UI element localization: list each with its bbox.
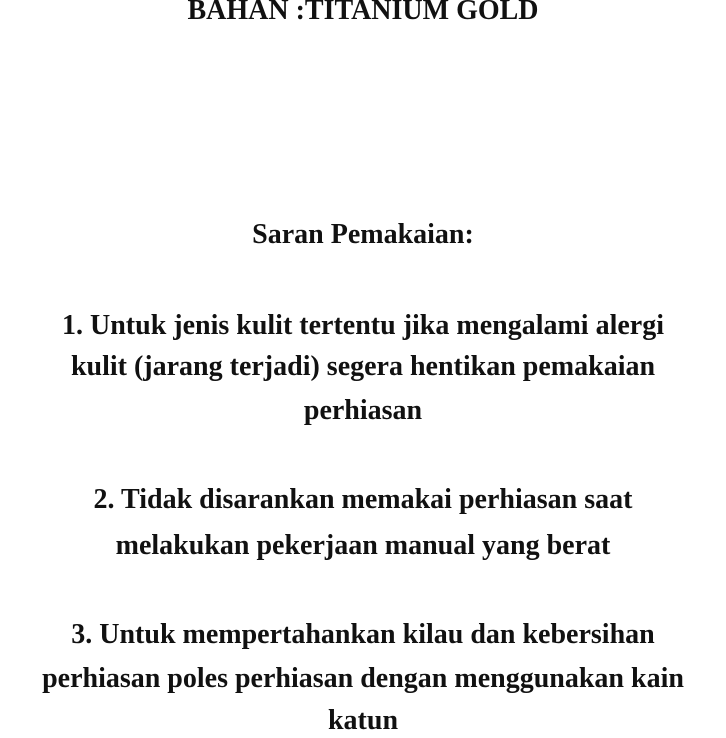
usage-title: Saran Pemakaian: — [252, 219, 474, 250]
usage-item-3-line-3: katun — [327, 705, 399, 736]
usage-item-2-line-1: 2. Tidak disarankan memakai perhiasan saat — [93, 484, 633, 515]
usage-item-2-line-2: melakukan pekerjaan manual yang berat — [115, 530, 611, 561]
usage-item-1-line-1: 1. Untuk jenis kulit tertentu jika mengalami alergi — [62, 310, 664, 341]
usage-item-3-line-1: 3. Untuk mempertahankan kilau dan kebersihan — [71, 619, 655, 650]
usage-item-1-line-3: perhiasan — [303, 395, 423, 426]
usage-item-3-line-2: perhiasan poles perhiasan dengan menggunakan kain — [42, 663, 684, 694]
material-heading: BAHAN :TITANIUM GOLD — [187, 0, 539, 26]
usage-item-1-line-2: kulit (jarang terjadi) segera hentikan pemakaian — [70, 351, 656, 382]
